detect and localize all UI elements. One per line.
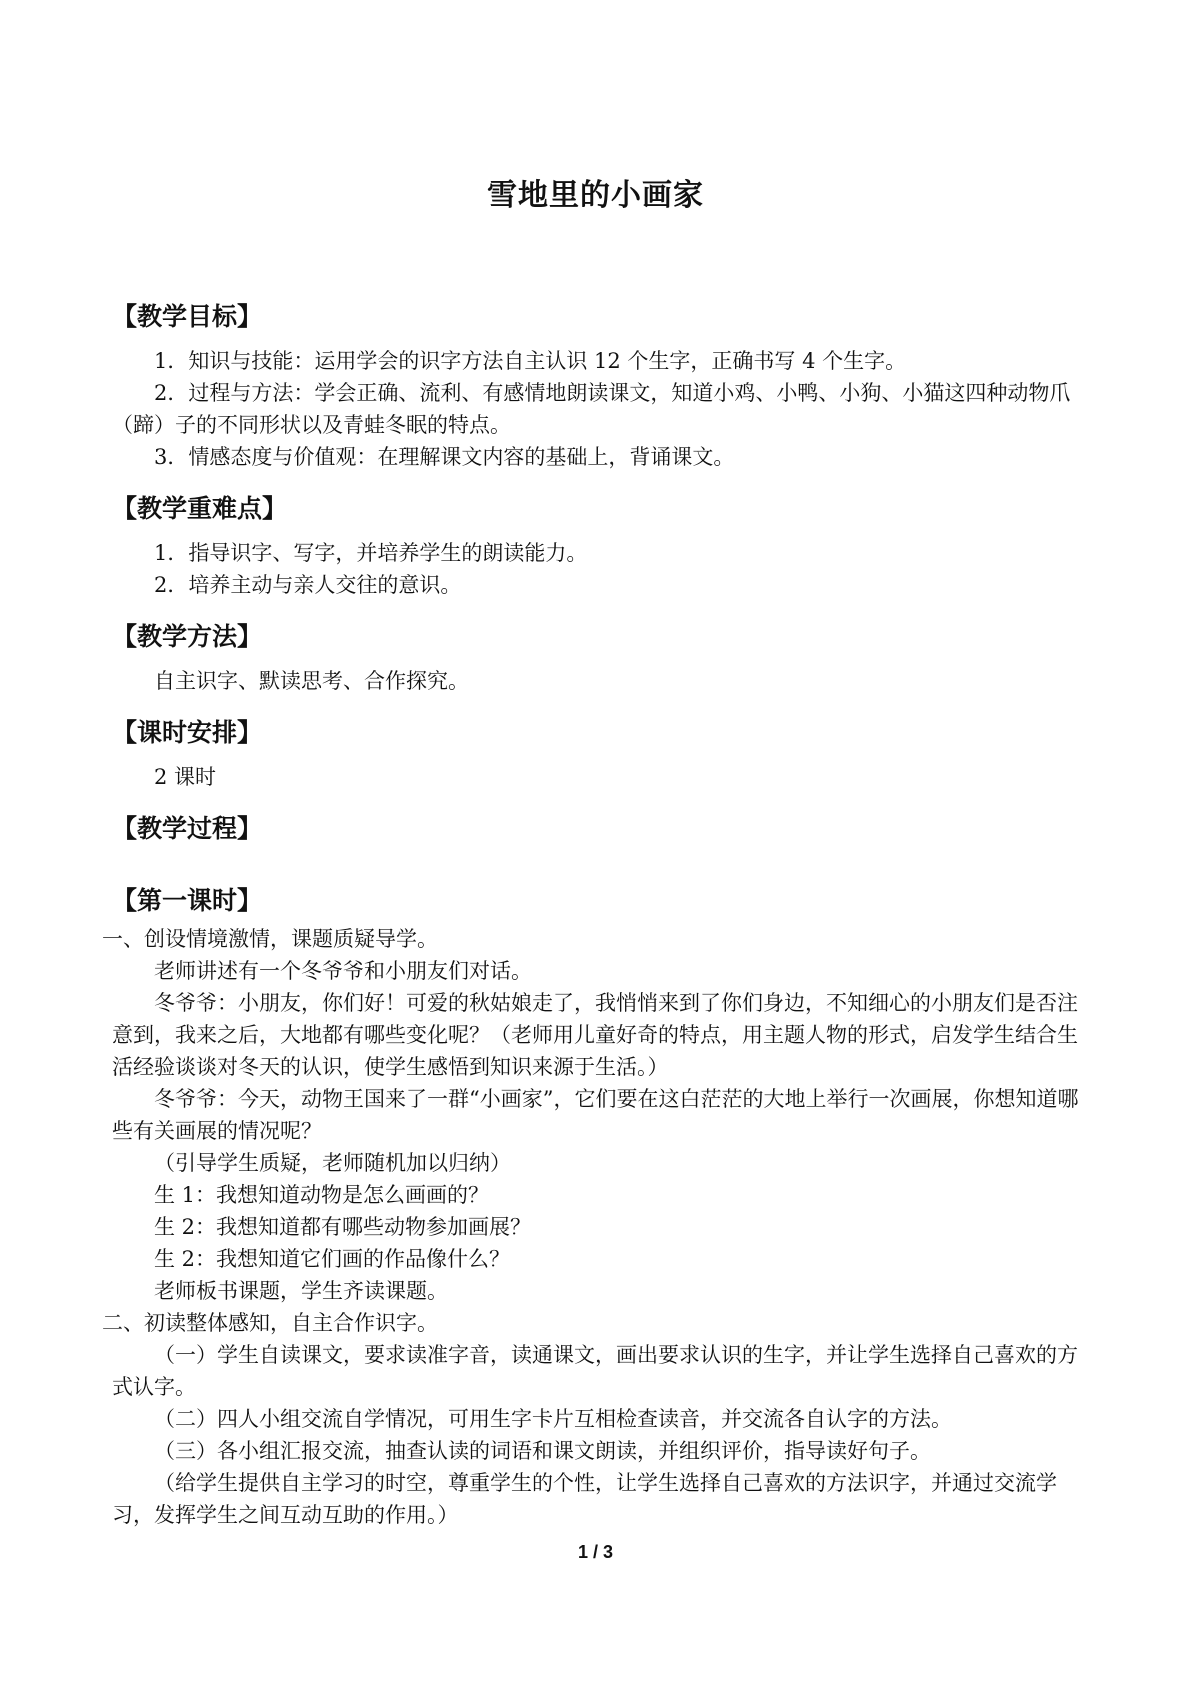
- lesson1-part1-title: 一、创设情境激情，课题质疑导学。: [102, 927, 438, 951]
- difficulty-item: 2．培养主动与亲人交往的意识。: [154, 573, 462, 597]
- section-heading-methods: 【教学方法】: [112, 622, 263, 651]
- lesson1-paragraph: 生 2：我想知道都有哪些动物参加画展？: [154, 1215, 532, 1239]
- document-title: 雪地里的小画家: [487, 178, 704, 213]
- lesson1-paragraph: 老师讲述有一个冬爷爷和小朋友们对话。: [154, 959, 532, 983]
- section-heading-goals: 【教学目标】: [112, 302, 263, 331]
- lesson1-paragraph: 老师板书课题，学生齐读课题。: [154, 1279, 448, 1303]
- lesson1-paragraph: 冬爷爷：今天，动物王国来了一群“小画家”，它们要在这白茫茫的大地上举行一次画展，你想知道哪些有关画展的情况呢？: [112, 1087, 1079, 1143]
- section-heading-schedule: 【课时安排】: [112, 718, 263, 747]
- goal-item: 2．过程与方法：学会正确、流利、有感情地朗读课文，知道小鸡、小鸭、小狗、小猫这四种动物爪（蹄）子的不同形状以及青蛙冬眠的特点。: [112, 381, 1071, 437]
- schedule-text: 2 课时: [154, 765, 217, 789]
- page-number: 1 / 3: [577, 1542, 614, 1562]
- goal-item: 3．情感态度与价值观：在理解课文内容的基础上，背诵课文。: [154, 445, 735, 469]
- goal-item: 1．知识与技能：运用学会的识字方法自主认识 12 个生字，正确书写 4 个生字。: [154, 349, 907, 373]
- lesson1-paragraph: （一）学生自读课文，要求读准字音，读通课文，画出要求认识的生字，并让学生选择自己喜欢的方式认字。: [112, 1343, 1078, 1399]
- lesson1-paragraph: （给学生提供自主学习的时空，尊重学生的个性，让学生选择自己喜欢的方法识字，并通过交流学习，发挥学生之间互动互助的作用。）: [112, 1471, 1057, 1527]
- lesson1-paragraph: （二）四人小组交流自学情况，可用生字卡片互相检查读音，并交流各自认字的方法。: [154, 1407, 952, 1431]
- lesson1-paragraph: 冬爷爷：小朋友，你们好！可爱的秋姑娘走了，我悄悄来到了你们身边，不知细心的小朋友们是否注意到，我来之后，大地都有哪些变化呢？（老师用儿童好奇的特点，用主题人物的形式，启发学生结合生活经验谈谈对冬天的认识，使学生感悟到知识来源于生活。）: [112, 991, 1078, 1079]
- lesson1-paragraph: （引导学生质疑，老师随机加以归纳）: [154, 1151, 511, 1175]
- methods-text: 自主识字、默读思考、合作探究。: [154, 669, 469, 693]
- lesson1-paragraph: （三）各小组汇报交流，抽查认读的词语和课文朗读，并组织评价，指导读好句子。: [154, 1439, 931, 1463]
- lesson1-part2-title: 二、初读整体感知，自主合作识字。: [102, 1311, 438, 1335]
- section-heading-lesson1: 【第一课时】: [112, 886, 263, 915]
- section-heading-process: 【教学过程】: [112, 814, 263, 843]
- document-body: [102, 295, 1082, 1531]
- section-heading-difficulties: 【教学重难点】: [112, 494, 288, 523]
- lesson1-paragraph: 生 1：我想知道动物是怎么画画的？: [154, 1183, 490, 1207]
- lesson1-paragraph: 生 2：我想知道它们画的作品像什么？: [154, 1247, 511, 1271]
- difficulty-item: 1．指导识字、写字，并培养学生的朗读能力。: [154, 541, 588, 565]
